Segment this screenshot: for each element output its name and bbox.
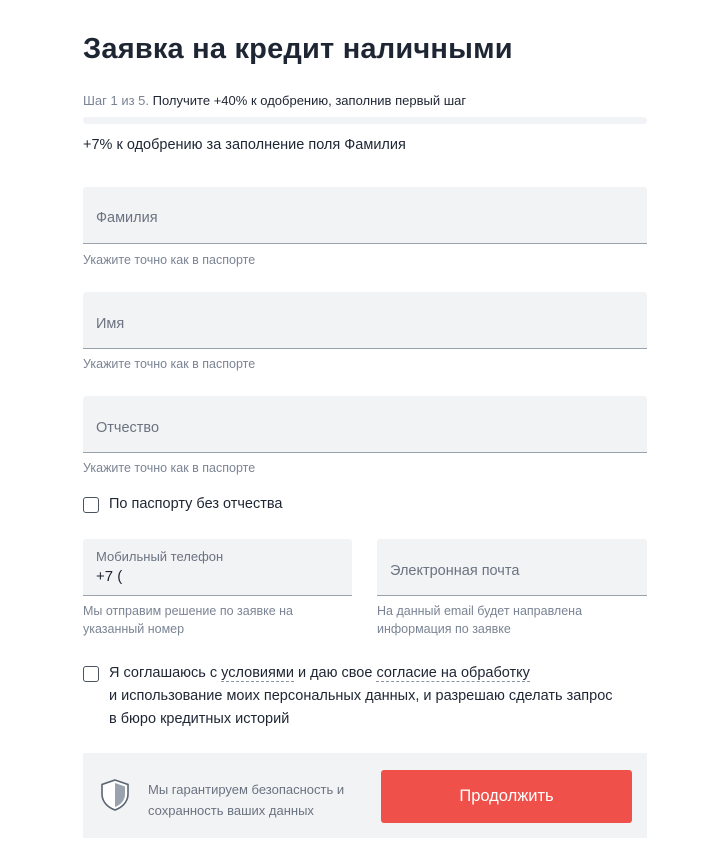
patronymic-hint: Укажите точно как в паспорте <box>83 461 256 475</box>
footer-panel <box>83 753 647 838</box>
phone-hint <box>83 602 293 638</box>
step-suffix: к одобрению, заполнив первый шаг <box>250 93 467 108</box>
email-hint-line1: На данный email будет направлена <box>377 604 583 618</box>
security-line1: Мы гарантируем безопасность и <box>148 782 345 797</box>
no-patronymic-label[interactable]: По паспорту без отчества <box>109 496 283 512</box>
step-percent: +40% <box>213 93 248 108</box>
security-note <box>148 779 344 821</box>
name-field[interactable] <box>83 292 647 349</box>
phone-hint-line2: указанный номер <box>83 622 185 636</box>
email-placeholder: Электронная почта <box>390 563 520 579</box>
consent-part1: Я соглашаюсь с <box>109 665 218 681</box>
consent-part2: и даю свое <box>297 665 373 681</box>
security-line2: сохранность ваших данных <box>148 803 314 818</box>
surname-placeholder: Фамилия <box>96 210 158 226</box>
no-patronymic-checkbox[interactable] <box>83 497 99 513</box>
phone-label: Мобильный телефон <box>96 549 224 564</box>
consent-checkbox[interactable] <box>83 666 99 682</box>
email-field[interactable] <box>377 539 647 596</box>
bonus-percent: +7% <box>83 137 113 153</box>
terms-link[interactable]: условиями <box>221 665 294 681</box>
page-title: Заявка на кредит наличными <box>83 33 513 65</box>
shield-icon <box>99 778 131 817</box>
consent-line2: и использование моих персональных данных, и разрешаю сделать запрос <box>109 688 613 704</box>
name-placeholder: Имя <box>96 316 125 332</box>
email-hint-line2: информация по заявке <box>377 622 511 636</box>
step-cta: Получите <box>152 93 211 108</box>
consent-text <box>109 662 613 731</box>
bonus-message <box>83 137 406 153</box>
consent-line3: в бюро кредитных историй <box>109 711 290 727</box>
name-hint: Укажите точно как в паспорте <box>83 357 256 371</box>
bonus-text: к одобрению за заполнение поля Фамилия <box>116 137 406 153</box>
continue-button[interactable]: Продолжить <box>381 770 632 823</box>
phone-hint-line1: Мы отправим решение по заявке на <box>83 604 294 618</box>
phone-value: +7 ( <box>96 568 123 585</box>
phone-field[interactable] <box>83 539 352 596</box>
surname-hint: Укажите точно как в паспорте <box>83 253 256 267</box>
step-prefix: Шаг 1 из 5. <box>83 93 150 108</box>
patronymic-field[interactable] <box>83 396 647 453</box>
consent-link[interactable]: согласие на обработку <box>376 665 530 681</box>
progress-bar <box>83 117 647 124</box>
patronymic-placeholder: Отчество <box>96 420 160 436</box>
surname-field[interactable] <box>83 187 647 244</box>
email-hint <box>377 602 582 638</box>
step-indicator <box>83 93 466 108</box>
